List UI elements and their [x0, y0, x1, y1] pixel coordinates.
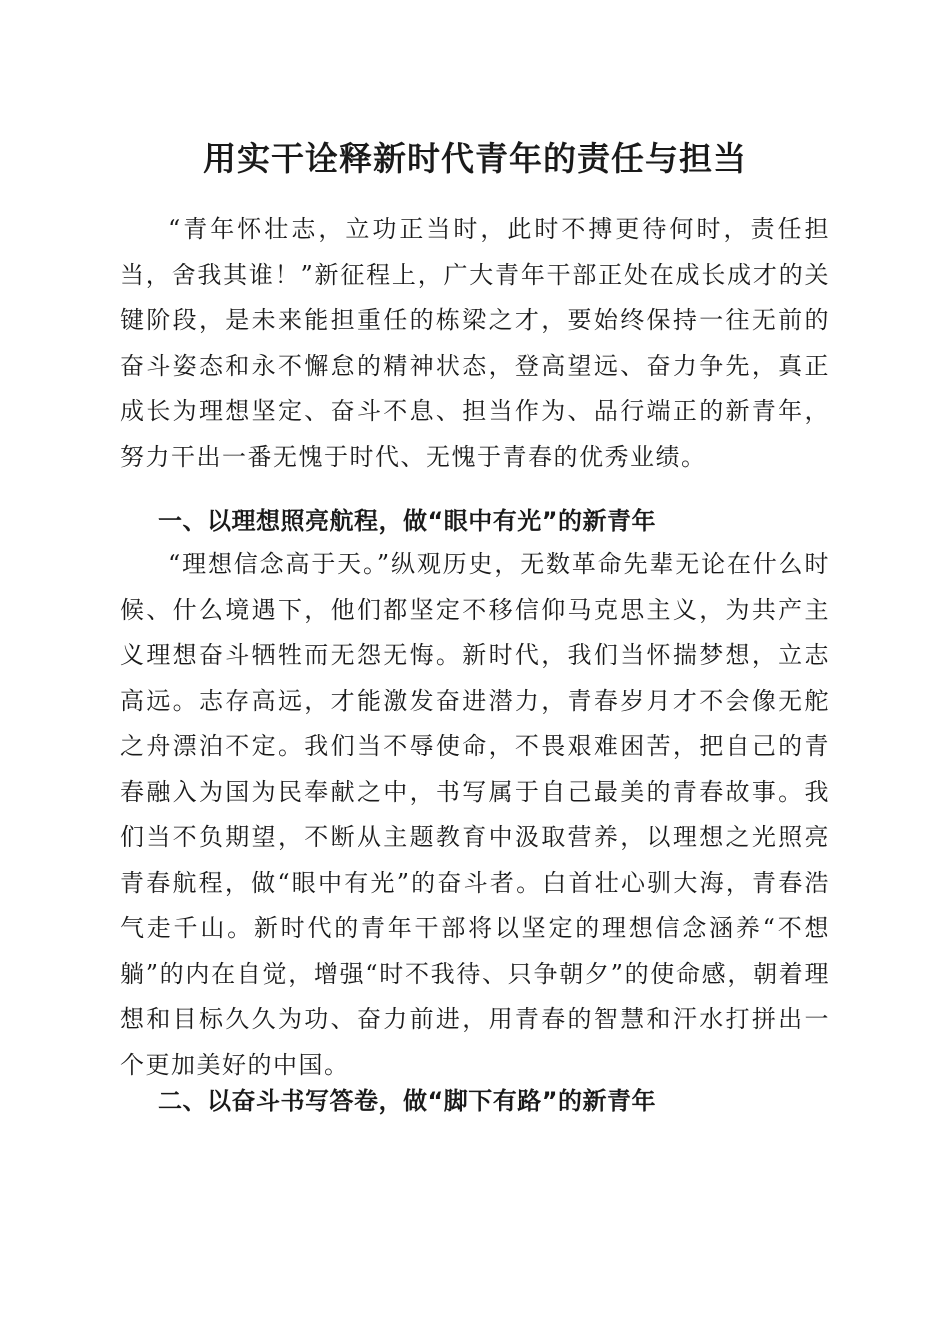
section-1-heading: 一、以理想照亮航程，做“眼中有光”的新青年 [158, 507, 657, 535]
section-2-heading: 二、以奋斗书写答卷，做“脚下有路”的新青年 [158, 1087, 657, 1115]
intro-paragraph: “青年怀壮志，立功正当时，此时不搏更待何时，责任担当，舍我其谁！”新征程上，广大青年干部正处在成长成才的关键阶段，是未来能担重任的栋梁之才，要始终保持一往无前的奋斗姿态和永不懈怠的精神状态，登高望远、奋力争先，真正成长为理想坚定、奋斗不息、担当作为、品行端正的新青年，努力干出一番无愧于时代、无愧于青春的优秀业绩。 [120, 215, 830, 471]
document-title: 用实干诠释新时代青年的责任与担当 [203, 139, 747, 178]
section-1-paragraph: “理想信念高于天。”纵观历史，无数革命先辈无论在什么时候、什么境遇下，他们都坚定不移信仰马克思主义，为共产主义理想奋斗牺牲而无怨无悔。新时代，我们当怀揣梦想，立志高远。志存高远，才能激发奋进潜力，青春岁月才不会像无舵之舟漂泊不定。我们当不辱使命，不畏艰难困苦，把自己的青春融入为国为民奉献之中，书写属于自己最美的青春故事。我们当不负期望，不断从主题教育中汲取营养，以理想之光照亮青春航程，做“眼中有光”的奋斗者。白首壮心驯大海，青春浩气走千山。新时代的青年干部将以坚定的理想信念涵养“不想躺”的内在自觉，增强“时不我待、只争朝夕”的使命感，朝着理想和目标久久为功、奋力前进，用青春的智慧和汗水打拼出一个更加美好的中国。 [120, 550, 830, 1079]
